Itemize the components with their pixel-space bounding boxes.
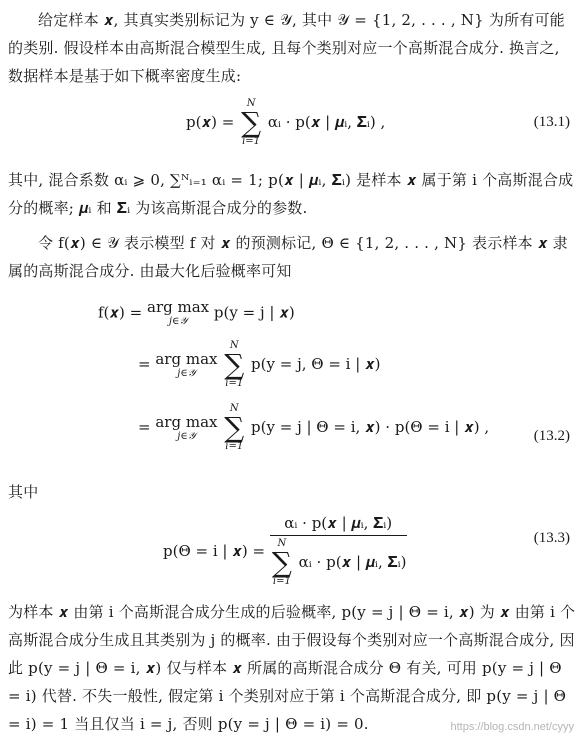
- eq2-line2-sum: N ∑ i=1: [224, 340, 245, 389]
- eq1-number: (13.1): [533, 114, 570, 130]
- eq3-lhs: p(Θ = i | 𝒙) =: [163, 542, 266, 560]
- eq3-sum: N ∑ i=1: [271, 538, 292, 587]
- paragraph-where: 其中: [8, 483, 39, 501]
- eq1-lhs: p(𝒙) =: [186, 113, 235, 131]
- eq2-line2-rhs: p(y = j, Θ = i | 𝒙): [251, 355, 381, 373]
- eq3-numerator: αᵢ · p(𝒙 | 𝝁ᵢ, 𝚺ᵢ): [270, 514, 407, 536]
- eq2-line3-sum: N ∑ i=1: [224, 403, 245, 452]
- eq1-sum-bottom: i=1: [242, 136, 261, 147]
- paragraph-prediction: 令 f(𝒙) ∈ 𝒴 表示模型 f 对 𝒙 的预测标记, Θ ∈ {1, 2, . . . , N} 表示样本 𝒙 隶属的高斯混合成分. 由最大化后验概率可知: [8, 234, 568, 280]
- eq3-denominator: αᵢ · p(𝒙 | 𝝁ᵢ, 𝚺ᵢ): [298, 553, 407, 571]
- eq2-line2-equals: =: [138, 355, 151, 373]
- eq2-line3-equals: =: [138, 418, 151, 436]
- eq2-line1-argmax: arg max j∈𝒴: [147, 298, 210, 327]
- equation-13-3: [0, 510, 584, 594]
- eq2-line3-argmax: arg max j∈𝒴: [155, 412, 218, 442]
- sigma-symbol: ∑: [224, 411, 245, 444]
- paragraph-mixture-coefficients: 其中, 混合系数 αᵢ ⩾ 0, ∑ᴺᵢ₌₁ αᵢ = 1; p(𝒙 | 𝝁ᵢ, 𝚺ᵢ) 是样本 𝒙 属于第 i 个高斯混合成分的概率; 𝝁ᵢ 和 𝚺ᵢ 为该高斯混合成分的参数.: [8, 171, 574, 217]
- sigma-symbol: ∑: [224, 348, 245, 381]
- eq3-number: (13.3): [533, 530, 570, 546]
- sigma-symbol: ∑: [271, 546, 292, 579]
- watermark-text: https://blog.csdn.net/cyyy: [450, 721, 574, 733]
- eq2-line1-lhs: f(𝒙) =: [98, 303, 143, 322]
- paragraph-intro: 给定样本 𝒙, 其真实类别标记为 y ∈ 𝒴, 其中 𝒴 = {1, 2, . . . , N} 为所有可能的类别. 假设样本由高斯混合模型生成, 且每个类别对应一个高斯混合成分. 换言之, 数据样本是基于如下概率密度生成:: [8, 11, 565, 85]
- eq2-line1-rhs: p(y = j | 𝒙): [213, 303, 295, 322]
- eq1-rhs: αᵢ · p(𝒙 | 𝝁ᵢ, 𝚺ᵢ) ,: [267, 113, 386, 131]
- sigma-symbol: ∑: [241, 106, 262, 139]
- eq1-sum: [241, 98, 261, 148]
- eq2-line3-rhs: p(y = j | Θ = i, 𝒙) · p(Θ = i | 𝒙) ,: [251, 418, 490, 436]
- eq2-number: (13.2): [533, 428, 570, 444]
- equation-13-2: [0, 300, 584, 470]
- eq2-line2-argmax: arg max j∈𝒴: [155, 349, 218, 379]
- eq3-denominator-row: [270, 536, 407, 588]
- eq1-sum-top: N: [246, 98, 256, 109]
- equation-13-1: [0, 96, 584, 152]
- paragraph-posterior: 为样本 𝒙 由第 i 个高斯混合成分生成的后验概率, p(y = j | Θ = i, 𝒙) 为 𝒙 由第 i 个高斯混合成分生成且其类别为 j 的概率. 由于假设每个类别对应一个高斯混合成分, 因此 p(y = j | Θ = i, 𝒙) 仅与样本 𝒙 所属的高斯混合成分 Θ 有关, 可用 p(y = j | Θ = i) 代替. 不失一般性, 假定第 i 个类别对应于第 i 个高斯混合成分, 即 p(y = j | Θ = i) = 1 当且仅当 i = j, 否则 p(y = j | Θ = i) = 0.: [8, 603, 576, 733]
- eq3-fraction: [270, 514, 407, 588]
